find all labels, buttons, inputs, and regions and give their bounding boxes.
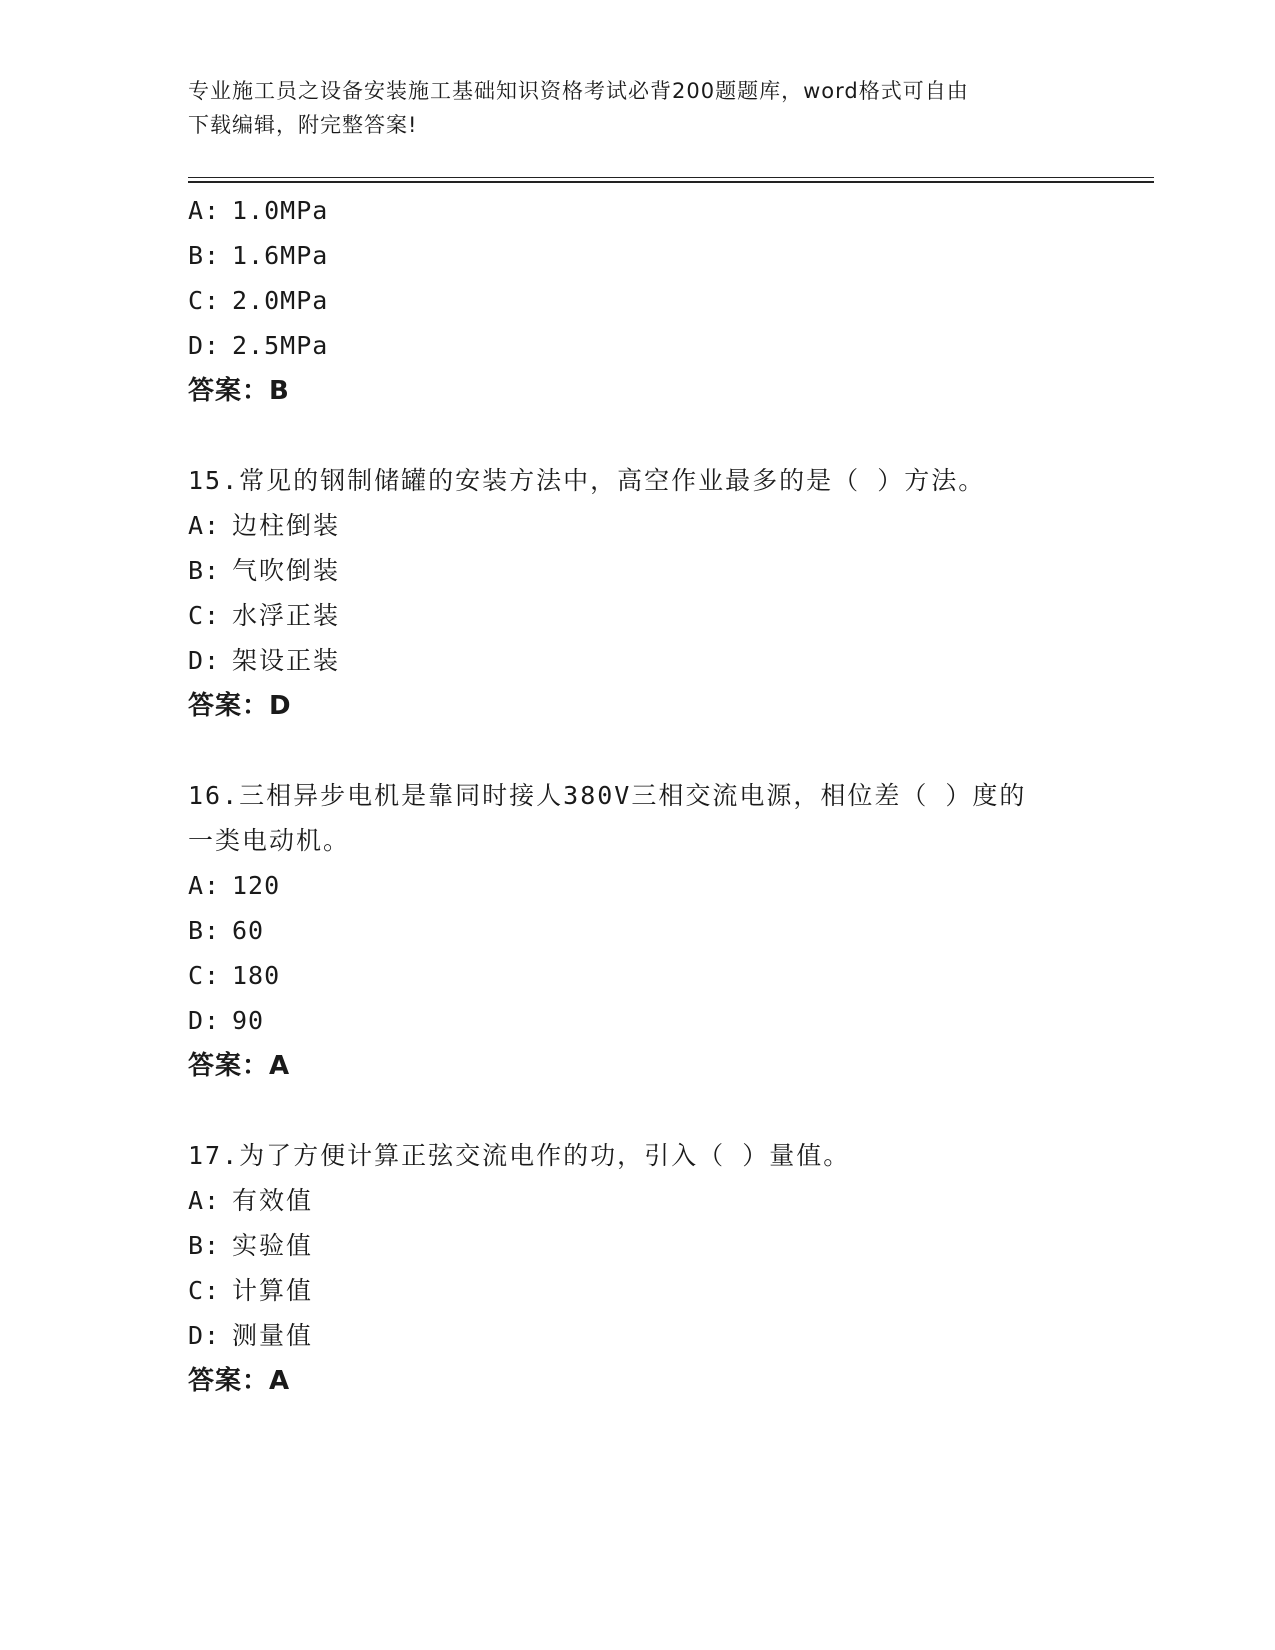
option-label: B: [188, 1231, 221, 1260]
option-text: 有效值 [232, 1186, 314, 1215]
q14-option-d [188, 331, 328, 361]
option-text: 架设正装 [232, 646, 341, 675]
option-text: 60 [232, 916, 265, 945]
q16-option-a [188, 871, 280, 901]
q17-option-a [188, 1186, 313, 1216]
q17-option-b [188, 1231, 313, 1261]
header-divider-top [188, 177, 1154, 178]
q15-option-d [188, 646, 340, 676]
option-text: 气吹倒装 [232, 556, 341, 585]
q17-option-d [188, 1321, 313, 1351]
q16-answer: 答案：A [188, 1051, 291, 1081]
option-label: B: [188, 556, 221, 585]
option-label: A: [188, 1186, 221, 1215]
option-label: D: [188, 1006, 221, 1035]
q15-answer: 答案：D [188, 691, 292, 721]
option-label: A: [188, 511, 221, 540]
option-label: C: [188, 601, 221, 630]
option-text: 测量值 [232, 1321, 314, 1350]
q17-answer: 答案：A [188, 1366, 291, 1396]
q14-option-b [188, 241, 328, 271]
option-label: A: [188, 196, 221, 225]
q17-question: 17.为了方便计算正弦交流电作的功，引入（ ）量值。 [188, 1141, 851, 1170]
option-text: 1.6MPa [232, 241, 329, 270]
option-label: A: [188, 871, 221, 900]
option-text: 180 [232, 961, 281, 990]
option-text: 边柱倒装 [232, 511, 341, 540]
q15-option-a [188, 511, 340, 541]
header-line-2: 下载编辑，附完整答案! [188, 113, 418, 137]
q15-option-b [188, 556, 340, 586]
option-label: C: [188, 961, 221, 990]
header-line-1: 专业施工员之设备安装施工基础知识资格考试必背200题题库，word格式可自由 [188, 79, 969, 103]
option-label: D: [188, 1321, 221, 1350]
q16-option-c [188, 961, 280, 991]
document-header [188, 74, 1078, 142]
option-label: B: [188, 241, 221, 270]
q16-option-d [188, 1006, 264, 1036]
option-text: 1.0MPa [232, 196, 329, 225]
q14-answer: 答案：B [188, 376, 290, 406]
option-text: 水浮正装 [232, 601, 341, 630]
option-label: D: [188, 331, 221, 360]
q16-option-b [188, 916, 264, 946]
option-text: 90 [232, 1006, 265, 1035]
option-text: 2.5MPa [232, 331, 329, 360]
option-text: 120 [232, 871, 281, 900]
option-label: D: [188, 646, 221, 675]
q14-option-c [188, 286, 328, 316]
option-text: 2.0MPa [232, 286, 329, 315]
option-text: 计算值 [232, 1276, 314, 1305]
option-text: 实验值 [232, 1231, 314, 1260]
option-label: C: [188, 286, 221, 315]
q15-question: 15.常见的钢制储罐的安装方法中，高空作业最多的是（ ）方法。 [188, 466, 986, 495]
header-divider-bottom [188, 181, 1154, 183]
option-label: B: [188, 916, 221, 945]
q14-option-a [188, 196, 328, 226]
q15-option-c [188, 601, 340, 631]
option-label: C: [188, 1276, 221, 1305]
q16-question-line-1: 16.三相异步电机是靠同时接人380V三相交流电源，相位差（ ）度的 [188, 781, 1027, 810]
q17-option-c [188, 1276, 313, 1306]
q16-question-line-2: 一类电动机。 [188, 826, 351, 855]
